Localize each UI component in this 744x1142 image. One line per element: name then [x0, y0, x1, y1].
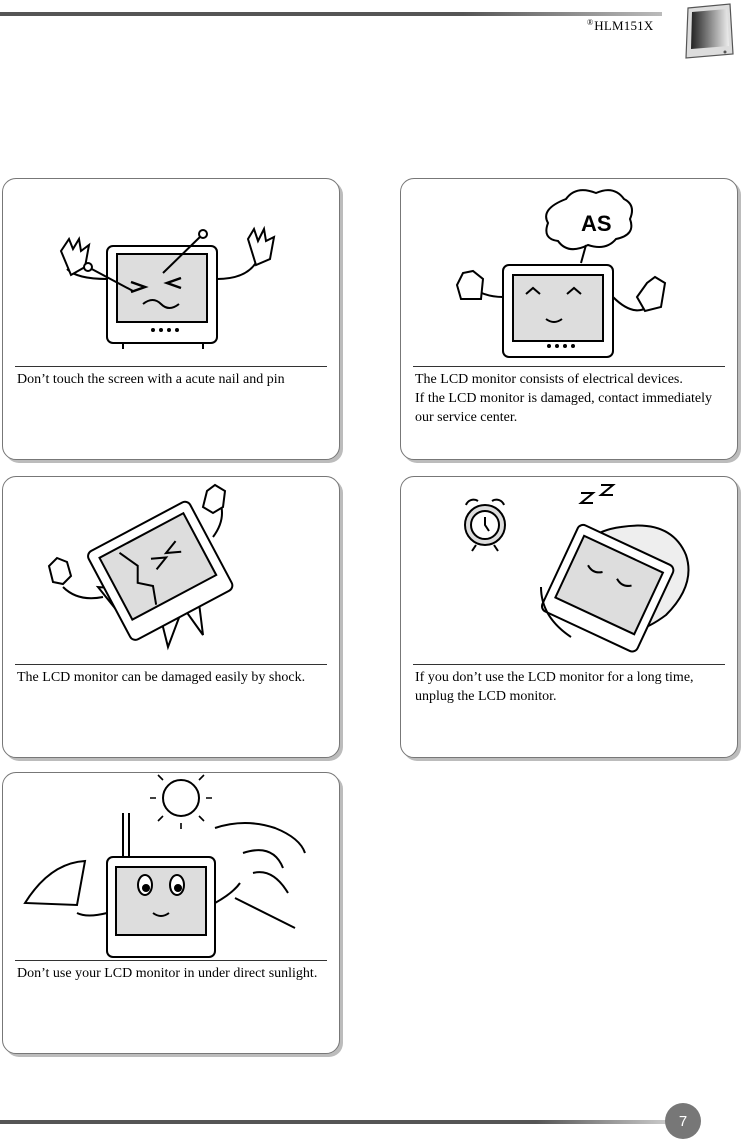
card-caption: If you don’t use the LCD monitor for a long time, unplug the LCD monitor. [415, 670, 694, 704]
card-rule [413, 366, 725, 367]
model-label: ®HLM151X [587, 18, 654, 33]
page-number-badge: 7 [665, 1103, 701, 1139]
svg-text:AS: AS [581, 211, 612, 236]
monitor-sleeping-illustration [401, 477, 737, 667]
warning-card-shock [2, 476, 340, 758]
footer-rule [0, 1120, 670, 1124]
warning-card-nail [2, 178, 340, 460]
card-rule [15, 960, 327, 961]
card-rule [15, 366, 327, 367]
card-caption: Don’t use your LCD monitor in under direct sunlight. [17, 966, 318, 981]
card-caption: The LCD monitor can be damaged easily by shock. [17, 670, 306, 685]
warning-card-unplug [400, 476, 738, 758]
warning-card-sunlight [2, 772, 340, 1054]
header-rule [0, 12, 662, 16]
card-rule [15, 664, 327, 665]
monitor-service-illustration [401, 179, 737, 369]
card-caption: Don’t touch the screen with a acute nail and pin [17, 372, 285, 387]
card-rule [413, 664, 725, 665]
monitor-thumbnail-icon [680, 2, 736, 64]
monitor-nail-illustration [3, 179, 339, 369]
warning-card-service [400, 178, 738, 460]
monitor-shock-illustration [3, 477, 339, 667]
monitor-sunlight-illustration [3, 773, 339, 963]
card-caption: The LCD monitor consists of electrical devices. If the LCD monitor is damaged, contact immediately our service center. [415, 372, 713, 425]
